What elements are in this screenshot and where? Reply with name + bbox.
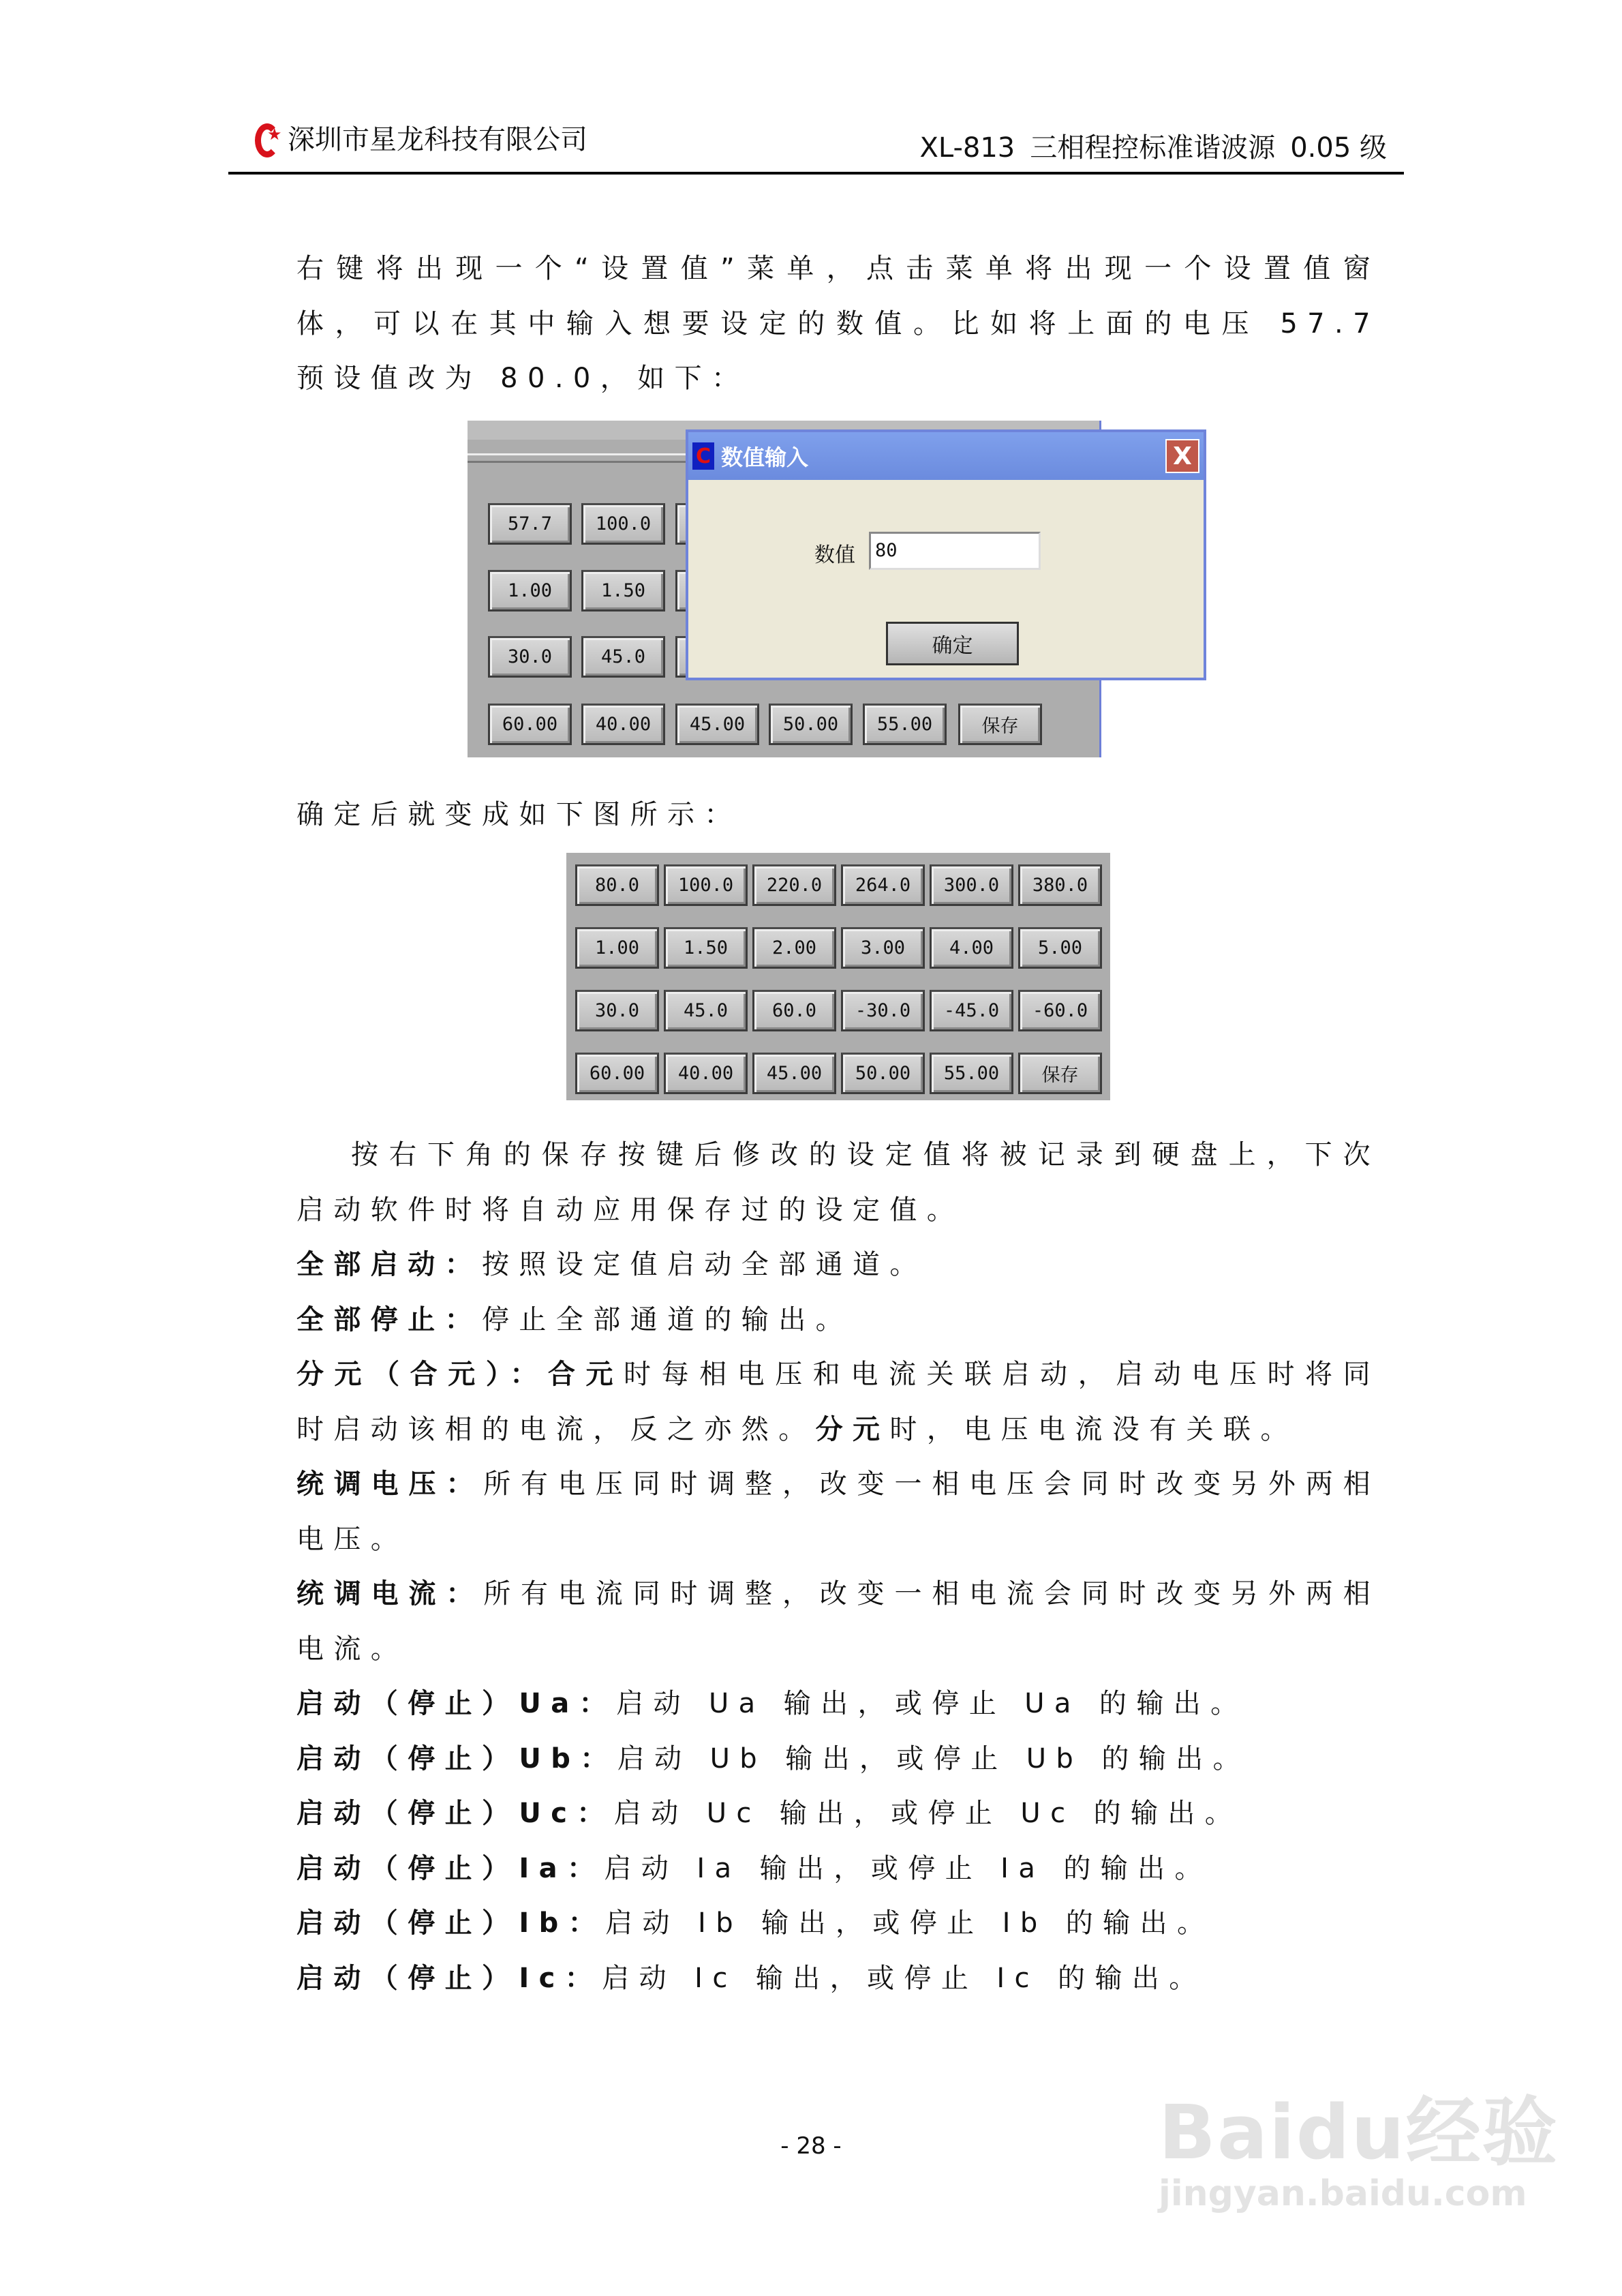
preset-button[interactable]: -30.0 (841, 990, 925, 1031)
term-description: 按照设定值启动全部通道。 (482, 1249, 927, 1280)
term-description: 时，电压电流没有关联。 (889, 1413, 1298, 1445)
preset-button[interactable]: 380.0 (1018, 864, 1102, 906)
term-description: 启动 Ub 输出，或停止 Ub 的输出。 (617, 1742, 1250, 1774)
preset-button[interactable]: 100.0 (664, 864, 748, 906)
preset-button[interactable]: 55.00 (930, 1053, 1013, 1094)
definition-item (296, 1951, 1380, 2006)
company-name: 深圳市星龙科技有限公司 (288, 124, 587, 155)
definition-item (296, 1896, 1380, 1951)
term-label: 分元（合元）： (296, 1359, 548, 1390)
value-input-dialog (686, 429, 1206, 680)
preset-button[interactable]: 60.00 (488, 704, 572, 745)
preset-button[interactable]: 3.00 (841, 927, 925, 969)
product-name: 三相程控标准谐波源 (1030, 132, 1276, 164)
preset-button[interactable]: 2.00 (752, 927, 836, 969)
term-description: 所有电流同时调整，改变一相电流会同时改变另外两相电流。 (296, 1578, 1380, 1665)
term-description: 停止全部通道的输出。 (482, 1303, 853, 1335)
term-description: 启动 Ic 输出，或停止 Ic 的输出。 (602, 1962, 1206, 1994)
header-right (904, 131, 1387, 165)
definition-item (296, 1841, 1380, 1897)
term-label: 合元 (547, 1359, 624, 1390)
term-label: 启动（停止）Ia： (296, 1852, 605, 1884)
preset-button[interactable]: 60.0 (752, 990, 836, 1031)
dialog-title: 数值输入 (721, 444, 809, 470)
term-label: 启动（停止）Ic： (296, 1962, 602, 1994)
definition-item (296, 1676, 1380, 1732)
preset-button[interactable]: 80.0 (575, 864, 659, 906)
preset-button[interactable]: 264.0 (841, 864, 925, 906)
term-label: 启动（停止）Uc： (296, 1798, 614, 1829)
definition-item (296, 1567, 1380, 1676)
preset-button[interactable]: 1.50 (581, 570, 665, 611)
preset-button[interactable]: 45.00 (675, 704, 759, 745)
close-button[interactable]: X (1165, 439, 1199, 473)
header-left (254, 119, 587, 160)
save-note: 按右下角的保存按键后修改的设定值将被记录到硬盘上，下次启动软件时将自动应用保存过的设定值。 (296, 1139, 1380, 1226)
ok-button[interactable]: 确定 (886, 622, 1019, 665)
body-text (296, 1128, 1380, 2006)
term-label: 全部停止： (296, 1303, 482, 1335)
definition-item (296, 1457, 1380, 1567)
preset-button[interactable]: 40.00 (581, 704, 665, 745)
preset-button[interactable]: 45.0 (664, 990, 748, 1031)
term-description: 启动 Uc 输出，或停止 Uc 的输出。 (613, 1798, 1242, 1829)
preset-button[interactable]: 60.00 (575, 1053, 659, 1094)
preset-button[interactable]: 100.0 (581, 503, 665, 545)
term-label: 统调电压： (296, 1468, 484, 1500)
term-description: 启动 Ia 输出，或停止 Ia 的输出。 (604, 1852, 1212, 1884)
preset-button[interactable]: 1.00 (488, 570, 572, 611)
term-description: 启动 Ib 输出，或停止 Ib 的输出。 (605, 1907, 1214, 1939)
term-label: 启动（停止）Ib： (296, 1907, 606, 1939)
accuracy-grade: 0.05 级 (1290, 132, 1387, 164)
preset-button[interactable]: 5.00 (1018, 927, 1102, 969)
preset-button[interactable]: 1.00 (575, 927, 659, 969)
definition-item (296, 1237, 1380, 1293)
preset-button[interactable]: 220.0 (752, 864, 836, 906)
app-icon: C (692, 442, 714, 470)
watermark-line2: jingyan.baidu.com (1159, 2173, 1527, 2214)
definition-item (296, 1732, 1380, 1787)
term-label: 启动（停止）Ua： (296, 1688, 617, 1719)
preset-button[interactable]: 55.00 (863, 704, 947, 745)
preset-button[interactable]: 45.00 (752, 1053, 836, 1094)
preset-button[interactable]: 30.0 (575, 990, 659, 1031)
preset-button[interactable]: 50.00 (769, 704, 853, 745)
preset-button-grid (566, 853, 1110, 1100)
save-button[interactable]: 保存 (1018, 1053, 1102, 1094)
model-number: XL-813 (919, 132, 1015, 164)
intro-paragraph: 右键将出现一个“设置值”菜单，点击菜单将出现一个设置值窗体，可以在其中输入想要设定的数值。比如将上面的电压 57.7 预设值改为 80.0，如下： (296, 253, 1380, 394)
value-label: 数值 (814, 543, 855, 567)
term-label: 全部启动： (296, 1249, 482, 1280)
definition-item (296, 1786, 1380, 1841)
preset-button[interactable]: 50.00 (841, 1053, 925, 1094)
value-input[interactable]: 80 (869, 532, 1041, 570)
baidu-watermark (1159, 2072, 1559, 2214)
term-label: 统调电流： (296, 1578, 484, 1610)
dialog-titlebar (688, 432, 1204, 480)
preset-button[interactable]: 1.50 (664, 927, 748, 969)
page-number: - 28 - (780, 2132, 842, 2160)
preset-button[interactable]: 4.00 (930, 927, 1013, 969)
preset-button[interactable]: -45.0 (930, 990, 1013, 1031)
dialog-screenshot (468, 421, 1210, 757)
preset-button[interactable]: 保存 (958, 704, 1042, 745)
preset-button[interactable]: 45.0 (581, 636, 665, 678)
watermark-line1: Baidu经验 (1159, 2089, 1559, 2176)
after-text: 确定后就变成如下图所示： (296, 799, 741, 830)
company-logo-icon (254, 119, 284, 160)
preset-button[interactable]: 57.7 (488, 503, 572, 545)
preset-button[interactable]: -60.0 (1018, 990, 1102, 1031)
preset-button[interactable]: 40.00 (664, 1053, 748, 1094)
term-description: 所有电压同时调整，改变一相电压会同时改变另外两相电压。 (296, 1468, 1380, 1555)
definition-item (296, 1347, 1380, 1457)
term-description: 时每相电压和电流关联启动，启动电压时将同时启动该相的电流，反之亦然。 (296, 1359, 1380, 1445)
preset-button[interactable]: 300.0 (930, 864, 1013, 906)
definition-item (296, 1293, 1380, 1348)
term-label: 分元 (815, 1413, 890, 1445)
term-description: 启动 Ua 输出，或停止 Ua 的输出。 (616, 1688, 1248, 1719)
header-divider (228, 172, 1404, 175)
preset-button[interactable]: 30.0 (488, 636, 572, 678)
term-label: 启动（停止）Ub： (296, 1742, 617, 1774)
